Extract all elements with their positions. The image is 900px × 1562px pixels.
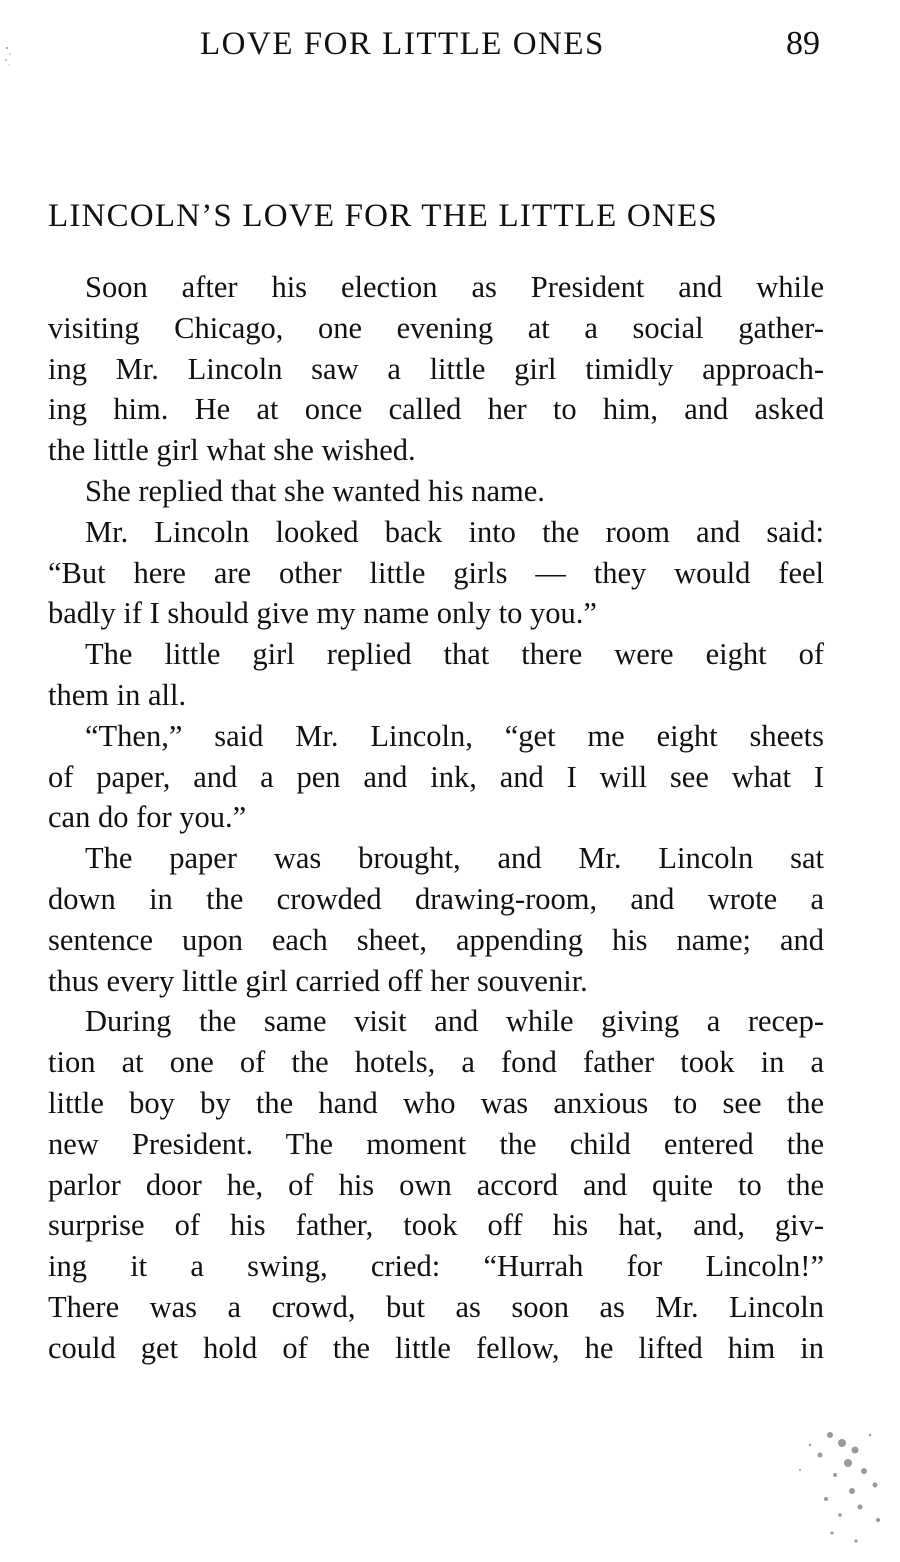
text-line: them in all. — [48, 677, 187, 712]
text-line: can do for you.” — [48, 800, 247, 835]
scan-noise-specks — [760, 1415, 890, 1555]
text-line: visiting Chicago, one evening at a social gather- — [48, 310, 824, 345]
paragraph — [48, 512, 824, 634]
paragraph — [48, 1001, 824, 1368]
text-line: She replied that she wanted his name. — [85, 473, 545, 508]
scan-edge-mark — [2, 40, 16, 70]
text-line: surprise of his father, took off his hat, and, giv- — [48, 1208, 824, 1243]
text-line: new President. The moment the child entered the — [48, 1126, 824, 1161]
running-head — [0, 22, 900, 66]
text-line: Soon after his election as President and while — [85, 270, 824, 304]
paragraph — [48, 716, 824, 838]
body-text — [48, 267, 824, 1369]
text-line: The paper was brought, and Mr. Lincoln sat — [85, 841, 824, 876]
running-title: LOVE FOR LITTLE ONES — [200, 26, 605, 62]
page-number: 89 — [786, 25, 820, 62]
text-line: ing Mr. Lincoln saw a little girl timidly approach- — [48, 351, 824, 386]
paragraph — [48, 838, 824, 1001]
text-line: ing him. He at once called her to him, and asked — [48, 392, 824, 427]
text-line: thus every little girl carried off her souvenir. — [48, 963, 588, 998]
text-line: During the same visit and while giving a recep- — [85, 1004, 824, 1039]
paragraph — [48, 267, 824, 471]
text-line: ing it a swing, cried: “Hurrah for Lincoln!” — [48, 1249, 824, 1284]
text-line: There was a crowd, but as soon as Mr. Lincoln — [48, 1289, 824, 1324]
text-line: Mr. Lincoln looked back into the room and said: — [85, 514, 824, 549]
paragraph — [48, 471, 824, 512]
chapter-title: LINCOLN’S LOVE FOR THE LITTLE ONES — [48, 198, 718, 234]
text-line: parlor door he, of his own accord and quite to the — [48, 1167, 824, 1202]
paragraph — [48, 634, 824, 716]
text-line: sentence upon each sheet, appending his name; and — [48, 922, 824, 957]
text-line: could get hold of the little fellow, he lifted him in — [48, 1330, 824, 1365]
text-line: The little girl replied that there were eight of — [85, 637, 824, 672]
text-line: “Then,” said Mr. Lincoln, “get me eight sheets — [85, 718, 824, 753]
text-line: “But here are other little girls — they would feel — [48, 555, 824, 590]
text-line: badly if I should give my name only to you.” — [48, 596, 597, 631]
text-line: tion at one of the hotels, a fond father took in a — [48, 1045, 824, 1080]
text-line: little boy by the hand who was anxious to see the — [48, 1085, 824, 1120]
text-line: of paper, and a pen and ink, and I will see what I — [48, 759, 824, 794]
text-line: the little girl what she wished. — [48, 433, 416, 468]
text-line: down in the crowded drawing-room, and wrote a — [48, 881, 824, 916]
